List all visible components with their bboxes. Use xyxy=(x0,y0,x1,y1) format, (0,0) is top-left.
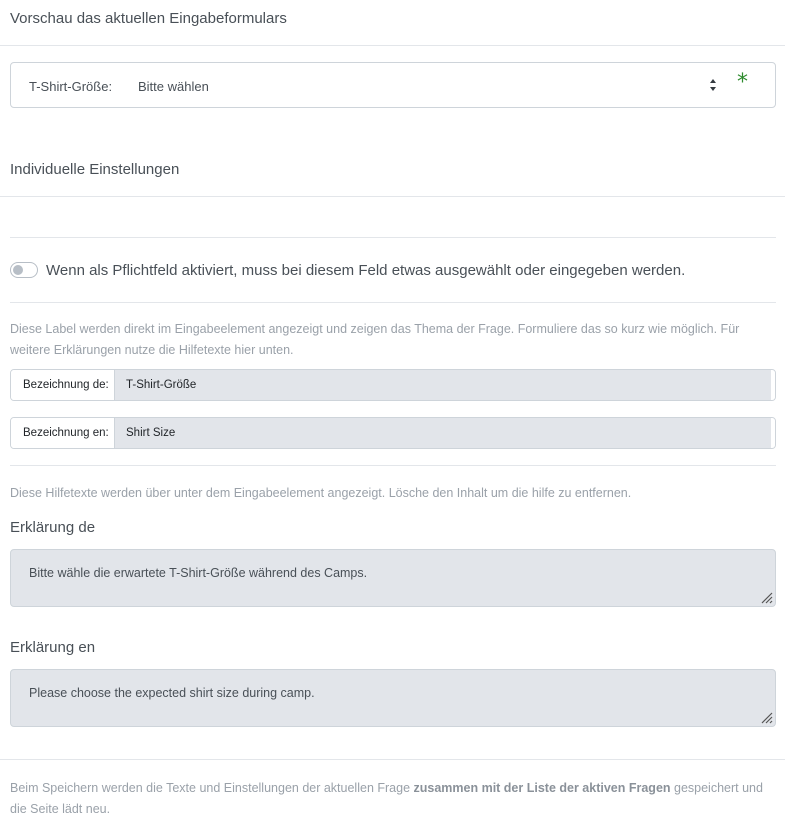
divider xyxy=(0,45,785,46)
save-note-text: Beim Speichern werden die Texte und Einstellungen der aktuellen Frage xyxy=(10,781,414,795)
label-en-input[interactable]: Shirt Size xyxy=(114,418,775,448)
helptext-help-text: Diese Hilfetexte werden über unter dem Eingabeelement angezeigt. Lösche den Inhalt um die hilfe zu entfernen. xyxy=(10,486,632,500)
preview-heading: Vorschau das aktuellen Eingabeformulars xyxy=(10,10,287,27)
settings-heading: Individuelle Einstellungen xyxy=(10,161,180,178)
explanation-de-textarea[interactable] xyxy=(10,549,776,607)
toggle-knob xyxy=(13,265,23,275)
label-de-prefix: Bezeichnung de: xyxy=(11,370,114,400)
divider xyxy=(0,196,785,197)
resize-grip-icon[interactable] xyxy=(761,592,773,604)
save-note-emphasis: zusammen mit der Liste der aktiven Fragen xyxy=(413,781,671,795)
label-en-prefix: Bezeichnung en: xyxy=(11,418,114,448)
explanation-de-title: Erklärung de xyxy=(10,519,96,536)
divider xyxy=(0,759,785,760)
select-arrows-icon[interactable] xyxy=(708,76,718,94)
divider xyxy=(10,465,776,466)
divider xyxy=(10,302,776,303)
preview-field-label: T-Shirt-Größe: xyxy=(29,79,113,94)
tshirt-size-select[interactable]: Bitte wählen xyxy=(138,79,209,94)
required-star-icon: * xyxy=(737,70,748,95)
explanation-de-text: Bitte wähle die erwartete T-Shirt-Größe während des Camps. xyxy=(29,566,368,580)
required-toggle-label: Wenn als Pflichtfeld aktiviert, muss bei diesem Feld etwas ausgewählt oder eingegeben werden. xyxy=(46,262,686,279)
label-en-group xyxy=(10,417,776,449)
explanation-en-title: Erklärung en xyxy=(10,639,96,656)
explanation-en-textarea[interactable] xyxy=(10,669,776,727)
save-note-text-end: gespeichert und die Seite lädt neu. xyxy=(10,781,763,816)
label-de-group xyxy=(10,369,776,401)
resize-grip-icon[interactable] xyxy=(761,712,773,724)
explanation-en-text: Please choose the expected shirt size during camp. xyxy=(29,686,315,700)
label-help-text: Diese Label werden direkt im Eingabeelement angezeigt und zeigen das Thema der Frage. Formuliere das so kurz wie möglich. Für weitere Erklärungen nutze die Hilfetexte hier unten. xyxy=(10,322,740,357)
divider xyxy=(10,237,776,238)
required-toggle[interactable] xyxy=(10,262,38,278)
preview-form-row xyxy=(10,62,776,108)
label-de-input[interactable]: T-Shirt-Größe xyxy=(114,370,775,400)
save-note xyxy=(10,778,770,820)
